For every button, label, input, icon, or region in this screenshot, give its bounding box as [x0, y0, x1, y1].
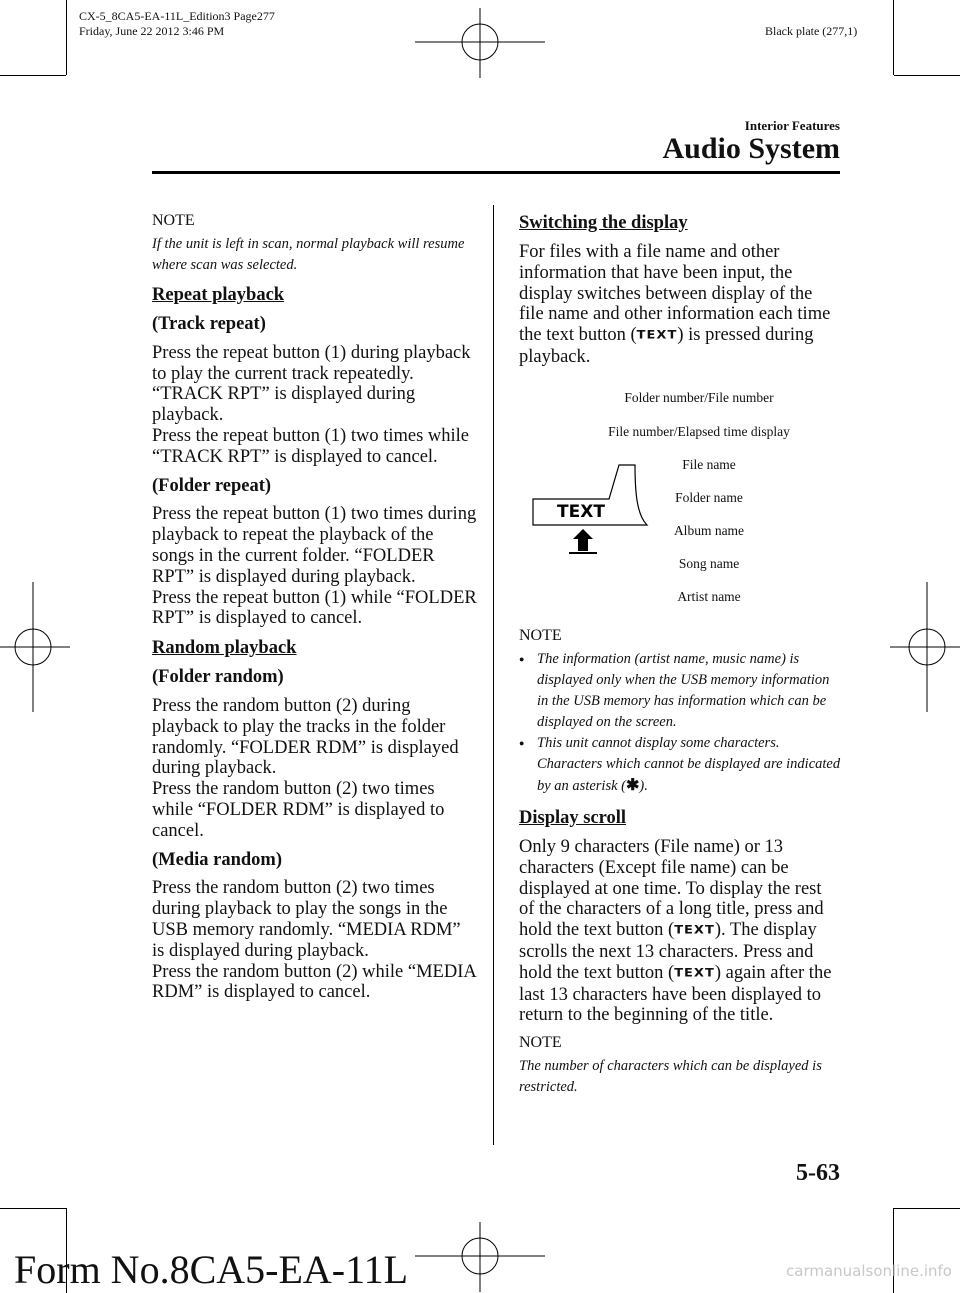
paragraph: Press the repeat button (1) two times during playback to repeat the playback of the songs in the current folder. “FOLDER RPT” is displayed during playback.	[152, 504, 477, 587]
note-text: If the unit is left in scan, normal playback will resume where scan was selected.	[152, 236, 465, 273]
subheading-folder-repeat: (Folder repeat)	[152, 475, 272, 496]
left-column	[152, 212, 477, 1011]
paragraph: Press the random button (2) while “MEDIA RDM” is displayed to cancel.	[152, 961, 476, 1003]
section-heading-scroll: Display scroll	[519, 808, 627, 828]
diagram-item: File number/Elapsed time display	[608, 424, 790, 439]
right-column-top	[519, 212, 841, 376]
text-span: ). The display scrolls the next 13 characters. Press and hold the text button (	[519, 920, 817, 983]
page-title: Audio System	[662, 132, 840, 165]
paragraph: Press the random button (2) two times during playback to play the songs in the USB memory randomly. “MEDIA RDM” is displayed during playback.	[152, 878, 461, 961]
subheading-track-repeat: (Track repeat)	[152, 314, 266, 334]
slug-plate: Black plate (277,1)	[765, 24, 858, 38]
note-text: The number of characters which can be displayed is restricted.	[519, 1058, 822, 1096]
paragraph: Press the random button (2) two times while “FOLDER RDM” is displayed to cancel.	[152, 779, 445, 841]
paragraph: Press the random button (2) during playback to play the tracks in the folder randomly. “FOLDER RDM” is displayed during playback.	[152, 695, 459, 779]
text-button-illustration	[531, 463, 649, 559]
text-span: For files with a file name and other information that have been input, the display switches between display of the file name and other information each time the text button (	[519, 242, 831, 346]
watermark: carmanualsonline.info	[786, 1262, 952, 1280]
diagram-item: Album name	[673, 523, 745, 538]
note-heading: NOTE	[519, 1034, 562, 1052]
paragraph: Press the repeat button (1) two times while “TRACK RPT” is displayed to cancel.	[152, 425, 470, 467]
diagram-button-label: TEXT	[557, 502, 605, 522]
diagram-item: Folder number/File number	[624, 390, 774, 405]
paragraph: Press the repeat button (1) while “FOLDER RPT” is displayed to cancel.	[152, 587, 477, 629]
diagram-item: Folder name	[675, 490, 743, 505]
text-button-icon: TEXT	[636, 329, 678, 343]
registration-mark-right	[890, 582, 960, 712]
subheading-media-random: (Media random)	[152, 849, 282, 870]
slug-file: CX-5_8CA5-EA-11L_Edition3 Page277	[79, 9, 275, 23]
crop-mark	[894, 75, 960, 76]
diagram-item: File name	[682, 457, 736, 472]
crop-mark	[894, 1208, 960, 1209]
registration-mark-bottom	[415, 1222, 545, 1292]
crop-mark	[0, 1208, 66, 1209]
registration-mark-top	[415, 8, 545, 78]
crop-mark	[66, 0, 67, 75]
right-column-bottom	[519, 627, 841, 1106]
note-heading: NOTE	[152, 212, 195, 229]
text-button-icon: TEXT	[674, 966, 715, 981]
note-item	[519, 733, 841, 797]
note-heading: NOTE	[519, 627, 562, 644]
text-span: ) is pressed during playback.	[519, 325, 814, 367]
form-number: Form No.8CA5-EA-11L	[14, 1247, 409, 1292]
crop-mark	[0, 75, 66, 76]
subheading-folder-random: (Folder random)	[152, 667, 284, 688]
slug-left	[79, 9, 275, 39]
paragraph: Press the repeat button (1) during playback to play the current track repeatedly. “TRACK RPT” is displayed during playback.	[152, 342, 471, 426]
slug-date: Friday, June 22 2012 3:46 PM	[79, 24, 225, 38]
section-heading-repeat: Repeat playback	[152, 285, 285, 305]
note-item: ● The information (artist name, music name) is displayed only when the USB memory information in the USB memory has information which can be displayed on the screen.	[519, 649, 841, 733]
section-name: Interior Features	[744, 118, 840, 133]
text-button-icon: TEXT	[674, 924, 715, 938]
display-diagram	[519, 385, 841, 615]
diagram-item: Song name	[678, 556, 740, 571]
diagram-item: Artist name	[677, 589, 741, 604]
text-span: Only 9 characters (File name) or 13 characters (Except file name) can be displayed at one time. To display the rest of the characters of a long title, press and hold the text button (	[519, 837, 824, 941]
text-span: ) again after the last 13 characters have been displayed to return to the beginning of the title.	[519, 962, 832, 1026]
section-heading-switching: Switching the display	[519, 213, 688, 233]
column-divider	[493, 205, 494, 1145]
asterisk-icon: ✱	[626, 777, 640, 794]
text-span: This unit cannot display some characters. Characters which cannot be displayed are indicated by an asterisk (	[537, 735, 841, 794]
page-number: 5-63	[796, 1160, 840, 1186]
section-heading-random: Random playback	[152, 638, 297, 659]
crop-mark	[893, 0, 894, 75]
registration-mark-left	[0, 582, 70, 712]
paragraph	[519, 837, 841, 1026]
header-rule	[152, 171, 840, 174]
paragraph	[519, 242, 841, 368]
text-span: ).	[639, 778, 648, 794]
note-list	[519, 649, 841, 797]
crop-mark	[893, 1208, 894, 1293]
